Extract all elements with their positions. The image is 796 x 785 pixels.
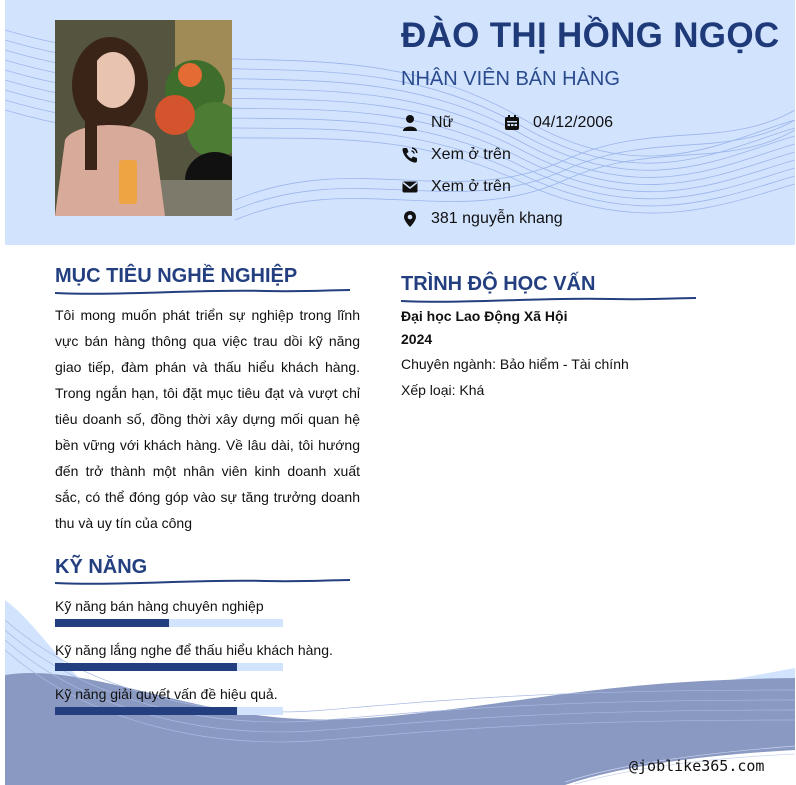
skill-bar-fill (55, 707, 237, 715)
skill-bar-track (55, 663, 283, 671)
address-value: 381 nguyễn khang (431, 210, 563, 227)
birthday-row (503, 112, 613, 134)
education-title-underline (401, 295, 696, 305)
phone-row (401, 144, 511, 166)
skill-label: Kỹ năng bán hàng chuyên nghiệp (55, 598, 264, 614)
profile-photo (55, 20, 232, 216)
objective-text: Tôi mong muốn phát triển sự nghiệp trong lĩnh vực bán hàng thông qua việc trau dồi kỹ năng giao tiếp, đàm phán và thấu hiểu khách hàng. Trong ngắn hạn, tôi đặt mục tiêu đạt và vượt chỉ tiêu doanh số, đồng thời xây dựng mối quan hệ bền vững với khách hàng. Về lâu dài, tôi hướng đến trở thành một nhân viên kinh doanh xuất sắc, có thể đóng góp vào sự tăng trưởng doanh thu và uy tín của công (55, 307, 360, 531)
education-rank: Xếp loại: Khá (401, 382, 485, 398)
skill-label: Kỹ năng giải quyết vấn đề hiệu quả. (55, 686, 278, 702)
email-value: Xem ở trên (431, 178, 511, 195)
address-row (401, 208, 563, 230)
skills-title-underline (55, 577, 350, 587)
education-year: 2024 (401, 331, 433, 347)
objective-title-underline (55, 287, 350, 297)
calendar-icon (503, 114, 521, 132)
gender-row (401, 112, 453, 134)
education-school: Đại học Lao Động Xã Hội (401, 308, 568, 324)
phone-icon (401, 146, 419, 164)
skill-bar-fill (55, 619, 169, 627)
objective-title: MỤC TIÊU NGHỀ NGHIỆP (55, 265, 298, 287)
skills-title: KỸ NĂNG (55, 556, 148, 578)
gender-value: Nữ (431, 114, 454, 131)
location-pin-icon (401, 210, 419, 228)
person-icon (401, 114, 419, 132)
envelope-icon (401, 178, 419, 196)
watermark-text: @joblike365.com (629, 757, 765, 775)
education-major: Chuyên ngành: Bảo hiểm - Tài chính (401, 356, 629, 372)
skill-bar-track (55, 707, 283, 715)
footer-wave-decoration (5, 560, 795, 785)
skill-bar-track (55, 619, 283, 627)
birthday-value: 04/12/2006 (533, 114, 614, 131)
cv-page (5, 0, 795, 785)
job-title: NHÂN VIÊN BÁN HÀNG (401, 68, 620, 90)
candidate-name: ĐÀO THỊ HỒNG NGỌC (401, 16, 780, 55)
phone-value: Xem ở trên (431, 146, 511, 163)
education-title: TRÌNH ĐỘ HỌC VẤN (401, 273, 596, 295)
skill-label: Kỹ năng lắng nghe để thấu hiểu khách hàng. (55, 642, 333, 658)
profile-photo-illustration (55, 20, 232, 216)
skill-bar-fill (55, 663, 237, 671)
email-row (401, 176, 511, 198)
